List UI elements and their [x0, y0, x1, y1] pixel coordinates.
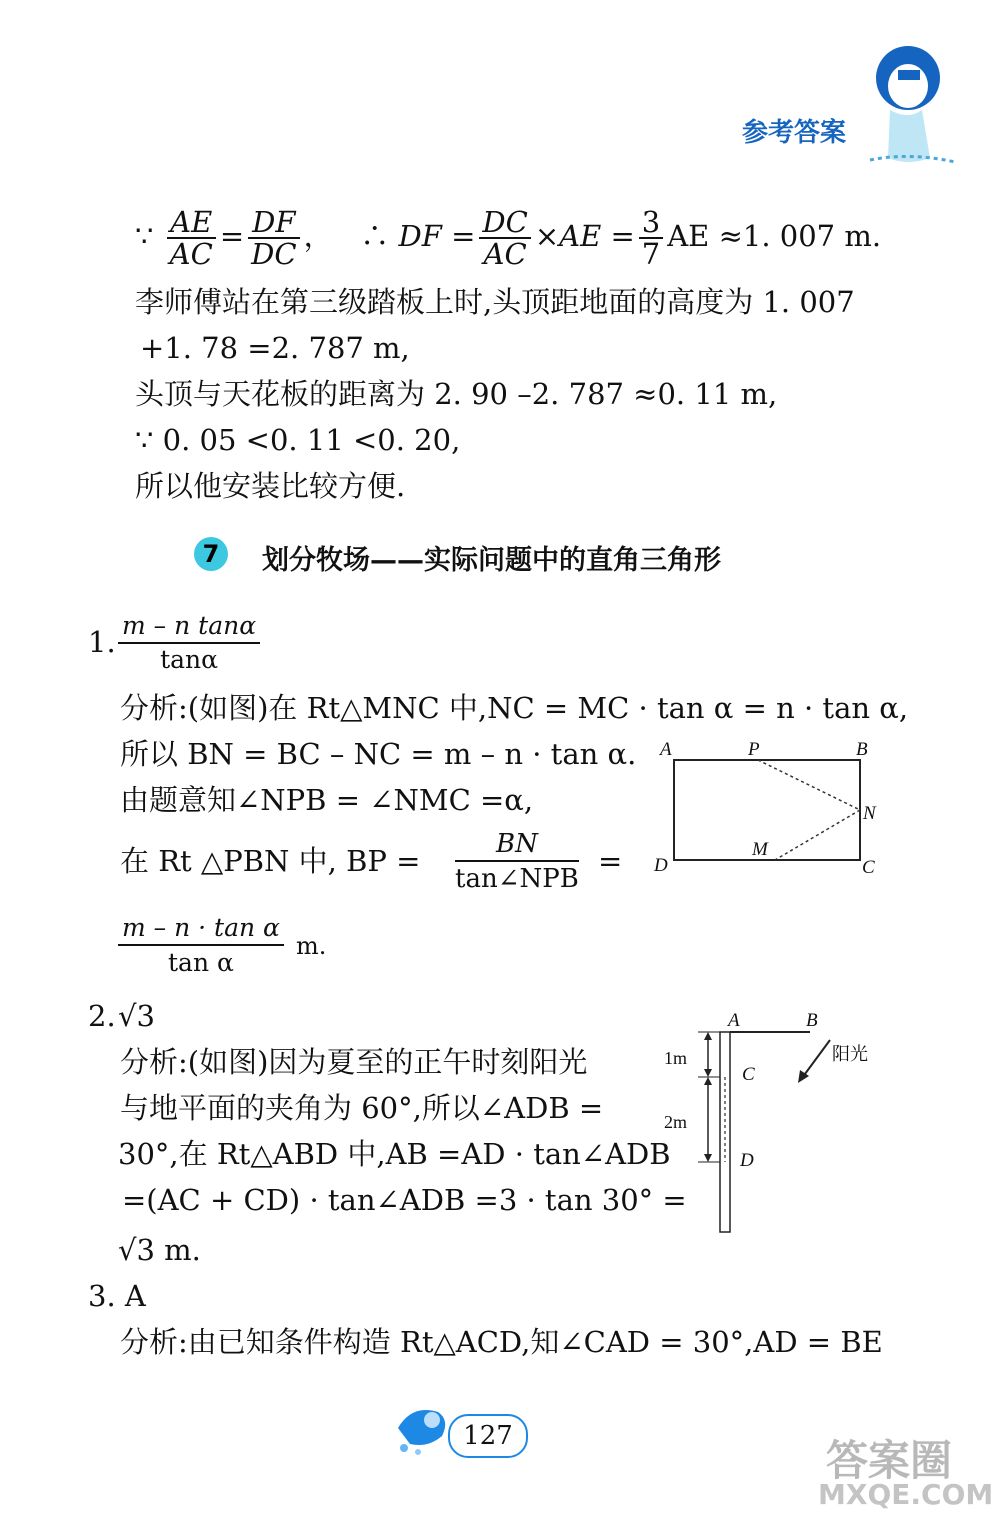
text-line: 在 Rt △PBN 中, BP =: [120, 844, 421, 878]
watermark-logo: 答案圈: [826, 1436, 953, 1485]
fig1-label-c: C: [862, 857, 875, 878]
header-title: 参考答案: [742, 118, 847, 148]
page-number-pill: [448, 1414, 528, 1458]
fig2-label-a: A: [728, 1010, 740, 1031]
header-mascot-icon: [860, 40, 970, 170]
text-line: 所以他安装比较方便.: [135, 469, 406, 503]
rectangle-diagram: [650, 735, 890, 880]
q1-bp-numerator: BN: [455, 828, 579, 862]
q1-equals: =: [598, 844, 623, 878]
q1-answer-numerator: m – n tanα: [118, 610, 260, 644]
text-line: 分析:由已知条件构造 Rt△ACD,知∠CAD = 30°,AD = BE: [120, 1325, 883, 1359]
fig2-label-c: C: [742, 1064, 755, 1085]
fig2-label-2m: 2m: [664, 1112, 688, 1132]
fig2-label-b: B: [806, 1010, 818, 1031]
fig1-label-d: D: [654, 855, 668, 876]
text-line: ∵ 0. 05 <0. 11 <0. 20,: [135, 423, 461, 457]
text-line: 由题意知∠NPB = ∠NMC =α,: [120, 783, 534, 817]
fig1-label-a: A: [660, 739, 672, 760]
q1-number: 1.: [88, 625, 116, 659]
q1-result-denominator: tan α: [168, 948, 234, 977]
section-title: 划分牧场——实际问题中的直角三角形: [262, 545, 721, 576]
q1-result-numerator: m – n · tan α: [118, 912, 284, 946]
fig1-label-m: M: [752, 839, 768, 860]
text-line: 与地平面的夹角为 60°,所以∠ADB =: [120, 1091, 604, 1125]
formula-line: ∵ $\frac{AE}{AC}$ = $\frac{DF}{DC}$ ， ∴ DF = $\frac{DC}{AC}$ ×AE = $\frac{3}{7}$ AE ≈1. 007 m.: [135, 205, 882, 271]
fig1-label-b: B: [856, 739, 868, 760]
text-line: 所以 BN = BC – NC = m – n · tan α.: [120, 737, 637, 771]
text-line: 30°,在 Rt△ABD 中,AB =AD · tan∠ADB: [118, 1137, 671, 1171]
fig1-label-n: N: [863, 803, 876, 824]
fig2-label-d: D: [740, 1150, 754, 1171]
q3-number: 3. A: [88, 1279, 146, 1313]
q2-number: 2.: [88, 999, 116, 1033]
footer-splash-icon: [392, 1398, 454, 1458]
text-line: 头顶与天花板的距离为 2. 90 –2. 787 ≈0. 11 m,: [135, 377, 778, 411]
q1-bp-denominator: tan∠NPB: [455, 864, 579, 894]
q2-answer: √3: [118, 999, 155, 1033]
section-number: 7: [202, 540, 220, 568]
q2-figure: [660, 1010, 900, 1240]
fig1-label-p: P: [748, 739, 760, 760]
page-number: 127: [463, 1421, 513, 1451]
q1-figure: [650, 735, 890, 880]
q1-answer-denominator: tanα: [160, 645, 219, 674]
watermark-url: MXQE.COM: [818, 1478, 994, 1511]
section-number-badge: [194, 537, 228, 571]
q1-result-fraction: [118, 912, 284, 980]
q1-result-unit: m.: [296, 932, 327, 960]
text-line: 李师傅站在第三级踏板上时,头顶距地面的高度为 1. 007: [135, 285, 855, 319]
fig2-label-sunlight: 阳光: [832, 1044, 868, 1064]
q1-bp-fraction: [455, 828, 579, 896]
text-line: 分析:(如图)在 Rt△MNC 中,NC = MC · tan α = n · tan α,: [120, 691, 909, 725]
q1-answer-fraction: [118, 610, 260, 676]
text-line: =(AC + CD) · tan∠ADB =3 · tan 30° =: [122, 1183, 687, 1217]
fig2-label-1m: 1m: [664, 1048, 688, 1068]
text-line: +1. 78 =2. 787 m,: [140, 331, 410, 365]
text-line: 分析:(如图)因为夏至的正午时刻阳光: [120, 1045, 588, 1079]
text-line: √3 m.: [118, 1233, 201, 1267]
